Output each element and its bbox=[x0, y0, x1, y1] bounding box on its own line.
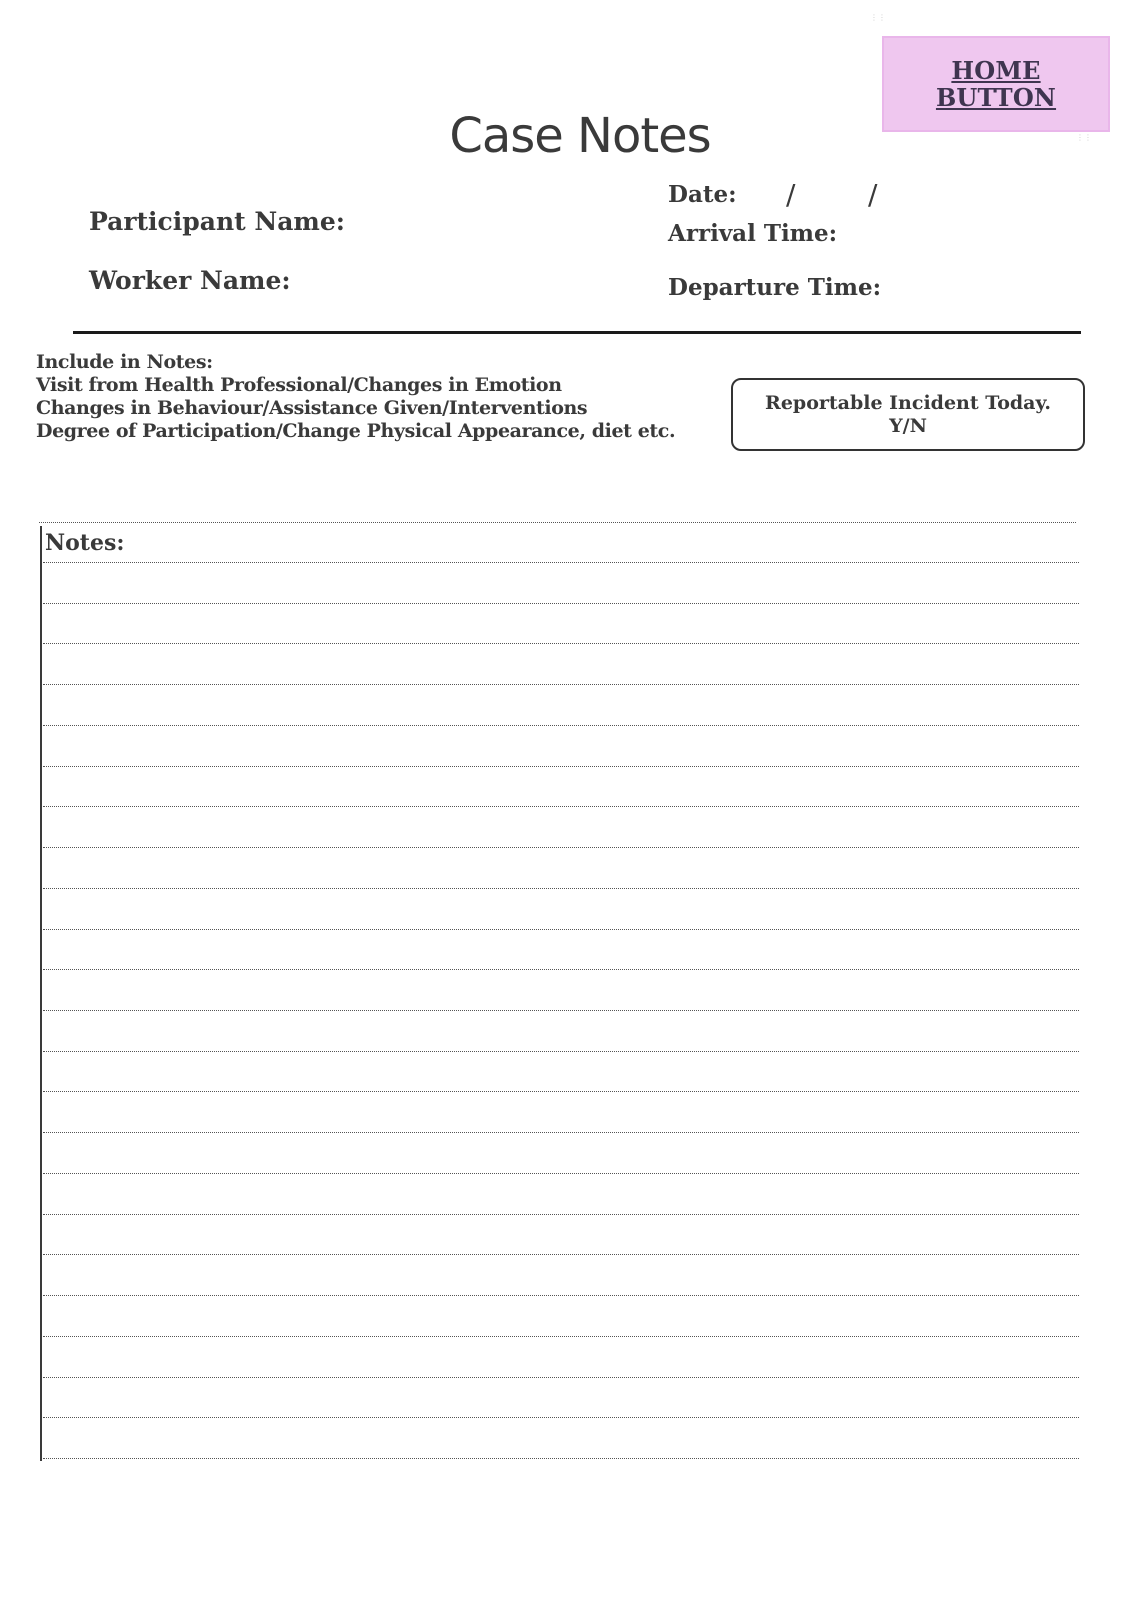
arrival-time-label: Arrival Time: bbox=[668, 220, 838, 247]
corner-marks: ⋮⋮ bbox=[870, 13, 886, 22]
note-line bbox=[43, 847, 1079, 848]
note-line bbox=[43, 643, 1079, 644]
date-separator: / bbox=[786, 178, 796, 211]
note-line bbox=[43, 1336, 1079, 1337]
note-line bbox=[43, 1377, 1079, 1378]
page-title: Case Notes bbox=[449, 108, 711, 164]
note-line bbox=[43, 1417, 1079, 1418]
date-separator: / bbox=[868, 178, 878, 211]
incident-answer-options: Y/N bbox=[889, 414, 927, 437]
note-line bbox=[43, 603, 1079, 604]
note-line bbox=[43, 1091, 1079, 1092]
notes-left-border bbox=[40, 526, 42, 1461]
note-line bbox=[43, 1010, 1079, 1011]
reportable-incident-box[interactable] bbox=[731, 378, 1085, 451]
note-line bbox=[43, 684, 1079, 685]
notes-guidelines bbox=[36, 351, 675, 443]
home-button-label-line2: BUTTON bbox=[935, 83, 1057, 112]
incident-question: Reportable Incident Today. bbox=[765, 391, 1051, 414]
date-label: Date: bbox=[668, 181, 737, 208]
guideline-item: Changes in Behaviour/Assistance Given/Interventions bbox=[36, 397, 588, 419]
notes-top-rule bbox=[39, 522, 1076, 523]
note-line bbox=[43, 1458, 1079, 1459]
notes-label: Notes: bbox=[45, 530, 125, 556]
note-line bbox=[43, 766, 1079, 767]
departure-time-label: Departure Time: bbox=[668, 274, 882, 301]
note-line bbox=[43, 806, 1079, 807]
worker-name-label: Worker Name: bbox=[89, 266, 291, 295]
note-line bbox=[43, 1132, 1079, 1133]
note-line bbox=[43, 1254, 1079, 1255]
note-line bbox=[43, 725, 1079, 726]
header-divider bbox=[73, 331, 1081, 334]
guideline-item: Degree of Participation/Change Physical Appearance, diet etc. bbox=[36, 420, 676, 442]
note-line bbox=[43, 1173, 1079, 1174]
participant-name-label: Participant Name: bbox=[89, 207, 346, 236]
note-line bbox=[43, 888, 1079, 889]
note-line bbox=[43, 1295, 1079, 1296]
guideline-item: Visit from Health Professional/Changes in Emotion bbox=[36, 374, 562, 396]
note-line bbox=[43, 1214, 1079, 1215]
home-button-label-line1: HOME bbox=[951, 56, 1041, 85]
note-line bbox=[43, 1051, 1079, 1052]
note-line bbox=[43, 969, 1079, 970]
note-line bbox=[43, 562, 1079, 563]
note-line bbox=[43, 929, 1079, 930]
corner-marks: ⋮⋮ bbox=[1076, 133, 1092, 142]
guideline-heading: Include in Notes: bbox=[36, 351, 213, 373]
